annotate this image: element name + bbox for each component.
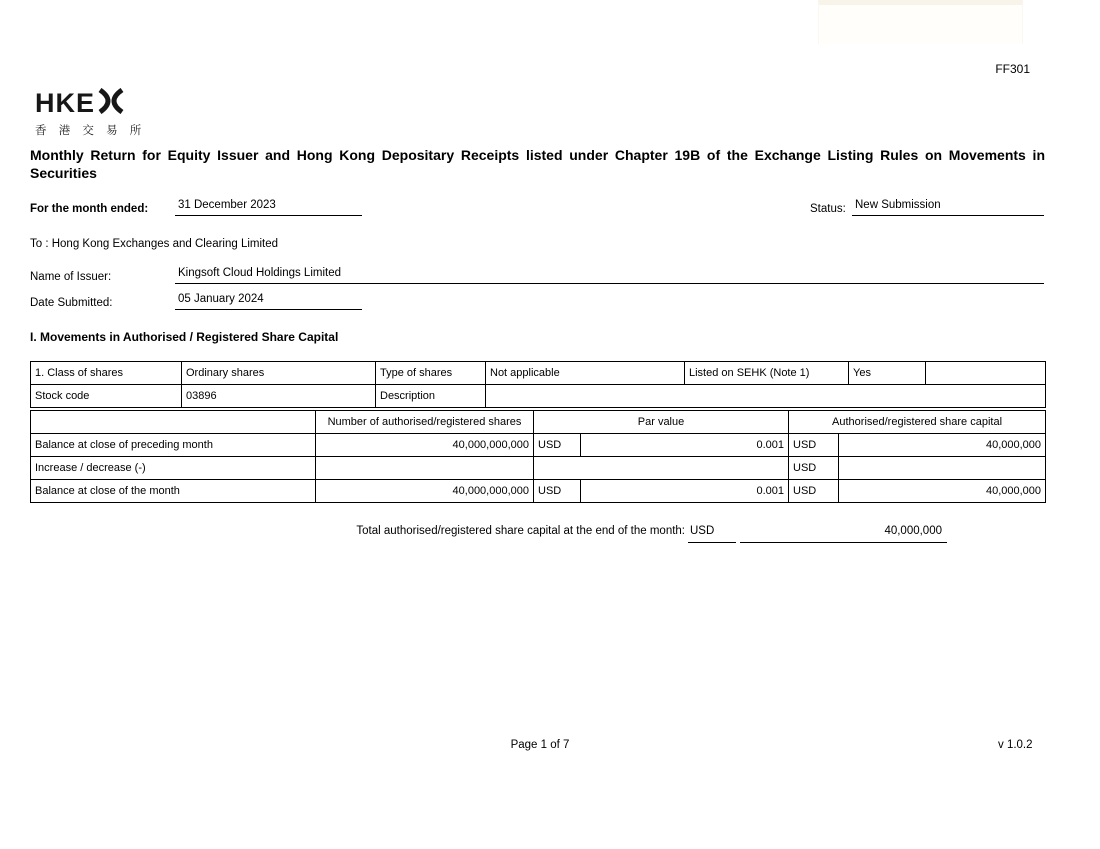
capital-currency: USD (789, 480, 839, 503)
date-submitted-label: Date Submitted: (30, 297, 113, 309)
total-capital-currency: USD (688, 525, 736, 543)
total-capital-amount: 40,000,000 (740, 525, 947, 543)
month-ended-value: 31 December 2023 (175, 199, 362, 216)
listed-on-sehk-extra (926, 362, 1046, 385)
capital-currency: USD (789, 434, 839, 457)
capital-value: 40,000,000 (839, 480, 1046, 503)
hkex-logo-chinese: 香 港 交 易 所 (35, 125, 146, 137)
share-class-table (30, 361, 1046, 408)
date-submitted-value: 05 January 2024 (175, 293, 362, 310)
document-title-line1: Monthly Return for Equity Issuer and Hong Kong Depositary Receipts listed under Chapter 19B of the Exchange Listing Rules on Movements in (30, 147, 1045, 163)
status-label: Status: (810, 203, 846, 215)
stock-code-value: 03896 (182, 385, 376, 408)
document-title (30, 147, 1045, 182)
table-row-preceding-balance (31, 434, 1046, 457)
section1-heading: I. Movements in Authorised / Registered Share Capital (30, 330, 339, 344)
par-value: 0.001 (581, 480, 789, 503)
addressee-line: To : Hong Kong Exchanges and Clearing Limited (30, 238, 279, 250)
hkex-logo-wordmark (35, 88, 146, 119)
col-header-par-value: Par value (534, 411, 789, 434)
capital-value (839, 457, 1046, 480)
movements-header-blank (31, 411, 316, 434)
listed-on-sehk-value: Yes (849, 362, 926, 385)
document-title-line2: Securities (30, 164, 97, 181)
type-of-shares-label: Type of shares (376, 362, 486, 385)
table-row (31, 362, 1046, 385)
row-label: Increase / decrease (-) (31, 457, 316, 480)
form-code: FF301 (995, 62, 1030, 76)
page-number: Page 1 of 7 (510, 739, 570, 751)
issuer-label: Name of Issuer: (30, 271, 112, 283)
description-label: Description (376, 385, 486, 408)
screenshot-overlay-artifact (818, 0, 1023, 44)
hkex-logo (35, 88, 146, 138)
total-capital-label: Total authorised/registered share capital at the end of the month: (356, 525, 685, 537)
movements-table (30, 410, 1046, 503)
par-merged-cell (534, 457, 789, 480)
stock-code-label: Stock code (31, 385, 182, 408)
version-number: v 1.0.2 (998, 739, 1033, 751)
month-ended-label: For the month ended: (30, 203, 149, 215)
par-currency: USD (534, 480, 581, 503)
row-label: Balance at close of preceding month (31, 434, 316, 457)
table-row-increase-decrease (31, 457, 1046, 480)
row-label: Balance at close of the month (31, 480, 316, 503)
status-value: New Submission (852, 199, 1044, 216)
hkex-logo-x-icon (96, 88, 126, 119)
class-of-shares-label: 1. Class of shares (31, 362, 182, 385)
type-of-shares-value: Not applicable (486, 362, 685, 385)
capital-currency: USD (789, 457, 839, 480)
table-row-closing-balance (31, 480, 1046, 503)
shares-value (316, 457, 534, 480)
class-of-shares-value: Ordinary shares (182, 362, 376, 385)
par-value: 0.001 (581, 434, 789, 457)
col-header-shares: Number of authorised/registered shares (316, 411, 534, 434)
hkex-logo-letters: HKE (35, 88, 96, 118)
description-value (486, 385, 1046, 408)
col-header-share-capital: Authorised/registered share capital (789, 411, 1046, 434)
shares-value: 40,000,000,000 (316, 434, 534, 457)
capital-value: 40,000,000 (839, 434, 1046, 457)
table-row (31, 385, 1046, 408)
movements-header-row (31, 411, 1046, 434)
shares-value: 40,000,000,000 (316, 480, 534, 503)
listed-on-sehk-label: Listed on SEHK (Note 1) (685, 362, 849, 385)
issuer-value: Kingsoft Cloud Holdings Limited (175, 267, 1044, 284)
par-currency: USD (534, 434, 581, 457)
